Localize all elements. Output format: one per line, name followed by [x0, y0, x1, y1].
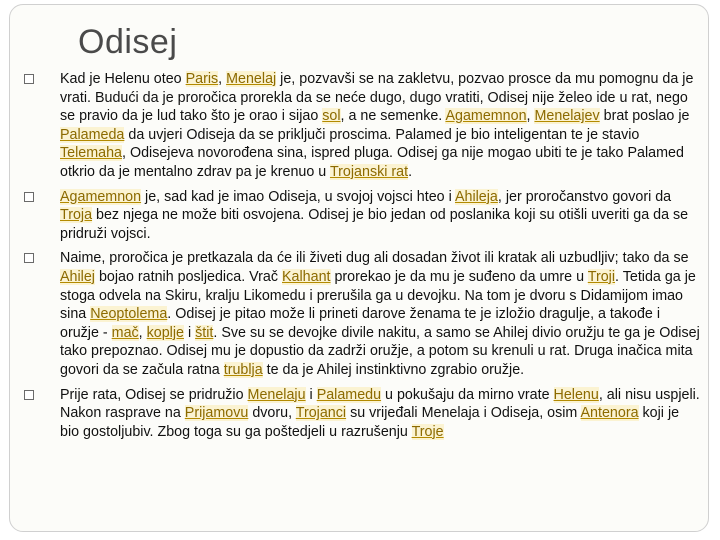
- text-run: . Tetida ga je stoga odvela na Skiru, kralju Likomedu i prerušila ga u devojku. Na tom je dvoru s Didamijom imao sina: [60, 268, 696, 323]
- paragraph-text: [60, 71, 693, 180]
- paragraph-text: [60, 250, 700, 378]
- hyperlink-ahilej[interactable]: Ahilej: [60, 268, 95, 285]
- text-run: ,: [526, 108, 535, 125]
- hyperlink-trublja[interactable]: trublja: [223, 361, 263, 378]
- text-run: i: [183, 324, 196, 341]
- text-run: koji je bio gostoljubiv. Zbog toga su ga poštedjeli u razrušenju: [60, 405, 680, 440]
- text-run: su vrijeđali Menelaja i Odiseja, osim: [346, 405, 581, 422]
- text-run: i: [305, 386, 317, 403]
- bullet-paragraph-3: [24, 249, 700, 379]
- checkbox-bullet-icon: [24, 192, 34, 202]
- text-run: , Odisejeva novorođena sina, ispred pluga. Odisej ga nije mogao ubiti te je tako Palamed otkrio da je mentalno zdrav pa je krenuo u: [60, 145, 684, 180]
- text-run: ,: [218, 71, 227, 87]
- text-run: prorekao je da mu je suđeno da umre u: [330, 268, 588, 285]
- hyperlink-antenora[interactable]: Antenora: [580, 405, 639, 422]
- hyperlink-telemaha[interactable]: Telemaha: [60, 145, 122, 162]
- hyperlink-menelajev[interactable]: Menelajev: [534, 108, 600, 125]
- checkbox-bullet-icon: [24, 74, 34, 84]
- bullet-paragraph-2: [24, 188, 700, 244]
- text-run: bojao ratnih posljedica. Vrač: [94, 268, 282, 285]
- checkbox-bullet-icon: [24, 253, 34, 263]
- paragraph-text: [60, 387, 700, 440]
- bullet-paragraph-1: [24, 70, 700, 182]
- hyperlink-mač[interactable]: mač: [111, 324, 139, 341]
- hyperlink-troja[interactable]: Troja: [60, 207, 93, 224]
- text-run: je, pozvavši se na zakletvu, pozvao prosce da mu pomognu da je vrati. Budući da je proročica prorekla da se neće dugo, dugo vratiti, Odisej nije želeo ide u rat, nego se pravio da je lud tako što je orao i sijao: [60, 71, 694, 125]
- hyperlink-menelaju[interactable]: Menelaju: [247, 386, 306, 403]
- text-run: ,: [138, 324, 147, 341]
- slide-content: [24, 70, 700, 447]
- hyperlink-agamemnon[interactable]: Agamemnon: [60, 188, 142, 205]
- text-run: .: [408, 163, 413, 180]
- hyperlink-štit[interactable]: štit: [195, 324, 214, 341]
- text-run: u pokušaju da mirno vrate: [381, 386, 554, 403]
- text-run: , jer proročanstvo govori da: [497, 188, 672, 205]
- hyperlink-palameda[interactable]: Palameda: [60, 126, 125, 143]
- text-run: , ali nisu uspjeli. Nakon rasprave na: [60, 386, 700, 422]
- hyperlink-troji[interactable]: Troji: [587, 268, 616, 285]
- text-run: da uvjeri Odiseja da se priključi proscima. Palamed je bio inteligentan te je stavio: [124, 126, 640, 143]
- hyperlink-sol[interactable]: sol: [322, 108, 341, 125]
- hyperlink-trojanski-rat[interactable]: Trojanski rat: [329, 163, 409, 180]
- paragraph-text: [60, 189, 688, 242]
- hyperlink-koplje[interactable]: koplje: [146, 324, 184, 341]
- text-run: Prije rata, Odisej se pridružio: [60, 386, 248, 403]
- hyperlink-kalhant[interactable]: Kalhant: [282, 268, 331, 285]
- hyperlink-agamemnon[interactable]: Agamemnon: [445, 108, 527, 125]
- hyperlink-prijamovu[interactable]: Prijamovu: [184, 405, 249, 422]
- text-run: . Odisej je pitao može li prineti darove ženama te je izložio dragulje, a takođe i oružje -: [60, 306, 661, 341]
- text-run: dvoru,: [248, 405, 296, 422]
- text-run: bez njega ne može biti osvojena. Odisej je bio jedan od poslanika koji su otišli uveriti ga da se pridruži vojsci.: [60, 207, 689, 242]
- hyperlink-ahileja[interactable]: Ahileja: [454, 188, 498, 205]
- hyperlink-troje[interactable]: Troje: [411, 423, 444, 440]
- text-run: Naime, proročica je pretkazala da će ili živeti dug ali dosadan život ili kratak ali uzbudljiv; tako da se: [60, 250, 689, 267]
- bullet-paragraph-4: [24, 386, 700, 442]
- text-run: Kad je Helenu oteo: [60, 71, 186, 87]
- text-run: . Sve su se devojke divile nakitu, a samo se Ahilej divio oružju te ga je Odisej tako prepoznao. Odisej mu je dopustio da zadrži oružje, a potom su krenuli u rat. Druga inačica mita govori da se začula ratna: [60, 324, 700, 378]
- text-run: je, sad kad je imao Odiseja, u svojoj vojsci hteo i: [141, 188, 455, 205]
- hyperlink-menelaj[interactable]: Menelaj: [226, 71, 277, 87]
- hyperlink-helenu[interactable]: Helenu: [553, 386, 599, 403]
- hyperlink-trojanci[interactable]: Trojanci: [295, 405, 347, 422]
- hyperlink-neoptolema[interactable]: Neoptolema: [90, 306, 168, 323]
- hyperlink-paris[interactable]: Paris: [185, 71, 219, 87]
- text-run: te da je Ahilej instinktivno zgrabio oružje.: [262, 361, 525, 378]
- text-run: , a ne semenke.: [340, 108, 446, 125]
- checkbox-bullet-icon: [24, 390, 34, 400]
- slide-title: Odisej: [78, 23, 178, 61]
- hyperlink-palamedu[interactable]: Palamedu: [316, 386, 382, 403]
- text-run: brat poslao je: [599, 108, 690, 125]
